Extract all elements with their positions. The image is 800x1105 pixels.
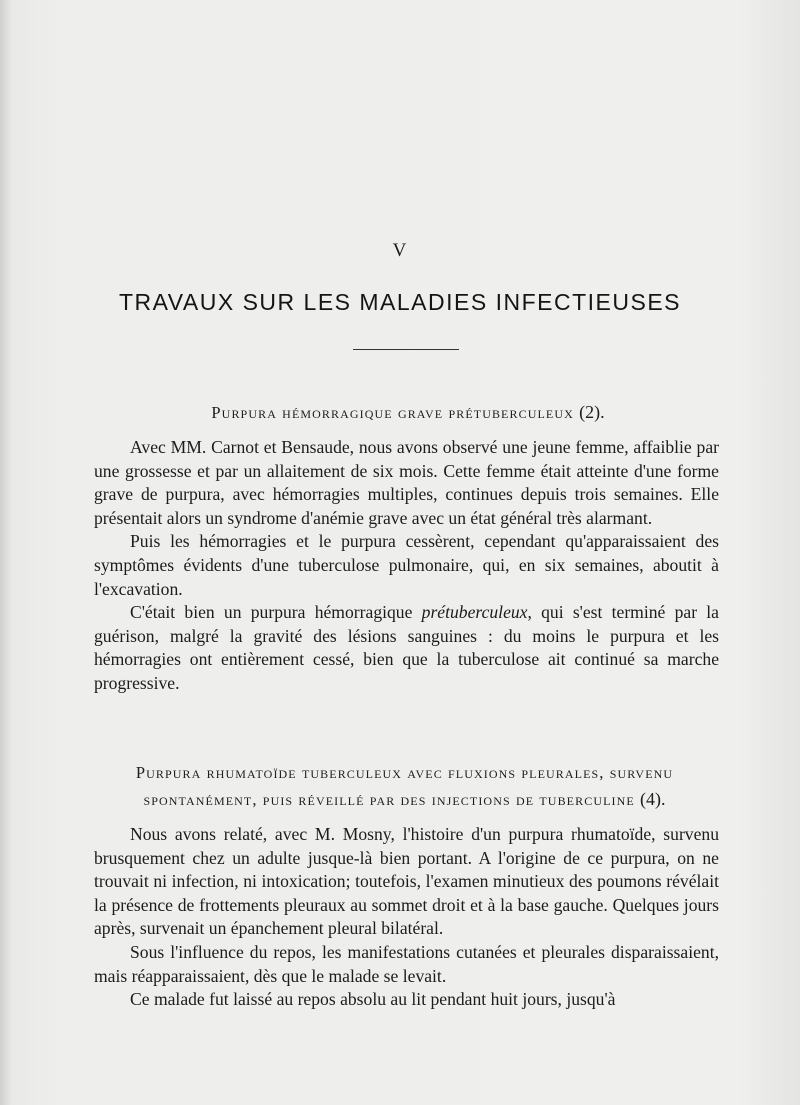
section-heading-purpura-hemorragique — [108, 399, 708, 426]
paragraph-text: , qui s'est terminé par la guérison, malgré la gravité des lésions sanguines : du moins le purpura et les hémorragies ont entièrement cessé, bien que la tuberculose ait continué sa marche progressive. — [94, 602, 719, 693]
section-heading-line: Purpura rhumatoïde tuberculeux avec fluxions pleurales, survenu — [135, 763, 674, 782]
section-heading-line-2 — [92, 786, 717, 813]
section-body — [94, 823, 719, 1012]
italic-term: prétuberculeux — [421, 602, 528, 623]
paragraph: Nous avons relaté, avec M. Mosny, l'histoire d'un purpura rhumatoïde, survenu brusquement chez un adulte jusque-là bien portant. A l'origine de ce purpura, on ne trouvait ni infection, ni intoxication; toutefois, l'examen minutieux des poumons révélait la présence de frottements pleuraux au sommet droit et à la base gauche. Quelques jours après, survenait un épanchement pleural bilatéral. — [94, 824, 719, 939]
reference-number: (4). — [640, 789, 666, 809]
reference-number: (2). — [579, 402, 605, 422]
paragraph — [94, 601, 719, 695]
chapter-title: TRAVAUX SUR LES MALADIES INFECTIEUSES — [118, 289, 682, 315]
section-body — [94, 436, 719, 696]
paragraph: Avec MM. Carnot et Bensaude, nous avons observé une jeune femme, affaiblie par une grossesse et par un allaitement de six mois. Cette femme était atteinte d'une forme grave de purpura, avec hémorragies multiples, continues depuis trois semaines. Elle présentait alors un syndrome d'anémie grave avec un état général très alarmant. — [94, 437, 719, 528]
title-divider — [353, 349, 459, 350]
paragraph: Puis les hémorragies et le purpura cessèrent, cependant qu'apparaissaient des symptômes évidents d'une tuberculose pulmonaire, qui, en six semaines, aboutit à l'excavation. — [94, 531, 719, 599]
paragraph: Ce malade fut laissé au repos absolu au lit pendant huit jours, jusqu'à — [130, 989, 616, 1010]
section-heading-purpura-rhumatoide — [92, 760, 717, 813]
paragraph-text: C'était bien un purpura hémorragique — [130, 602, 422, 623]
section-heading-text: spontanément, puis réveillé par des injections de tuberculine — [143, 790, 635, 809]
section-heading-text: Purpura hémorragique grave prétuberculeux — [211, 403, 574, 422]
chapter-number: V — [392, 240, 408, 261]
paragraph: Sous l'influence du repos, les manifestations cutanées et pleurales disparaissaient, mais réapparaissaient, dès que le malade se levait. — [94, 941, 719, 986]
